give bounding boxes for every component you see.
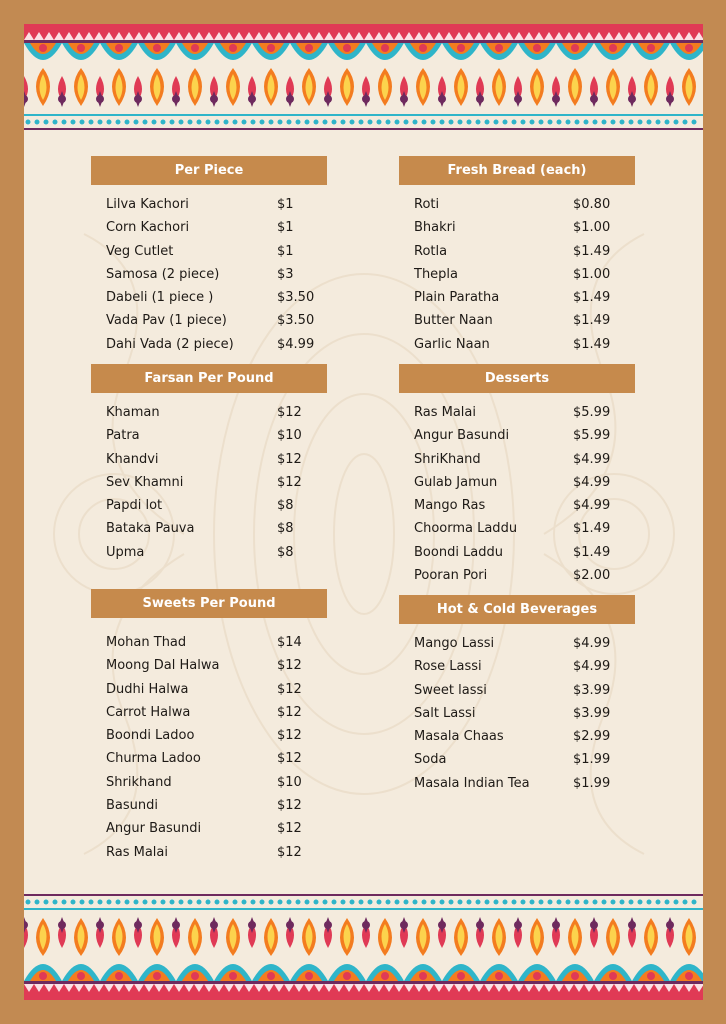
menu-item-price: $1: [277, 243, 294, 259]
menu-item: [91, 448, 327, 471]
menu-item: [91, 286, 327, 309]
menu-item: [91, 216, 327, 239]
menu-item: [399, 448, 635, 471]
menu-item-price: $12: [277, 751, 302, 767]
menu-item-name: Corn Kachori: [106, 220, 190, 236]
menu-item-name: Choorma Laddu: [414, 521, 518, 537]
menu-item-price: $1.49: [573, 521, 611, 537]
top-decorative-border: [24, 24, 703, 136]
menu-item-name: Salt Lassi: [414, 705, 476, 721]
menu-item-name: Boondi Ladoo: [106, 728, 195, 744]
menu-item-price: $12: [277, 474, 302, 490]
menu-item-price: $1.99: [573, 752, 611, 768]
menu-item-name: Roti: [414, 197, 440, 212]
menu-item-name: Khaman: [106, 405, 160, 420]
menu-item: [399, 679, 635, 702]
section-header-desserts: Desserts: [399, 364, 635, 393]
menu-item: [91, 817, 327, 840]
menu-item: [91, 494, 327, 517]
menu-item-name: Masala Indian Tea: [414, 775, 530, 791]
menu-item: [91, 240, 327, 263]
menu-item-price: $10: [277, 774, 302, 790]
menu-item-name: Mango Lassi: [414, 636, 495, 651]
menu-item-name: Shrikhand: [106, 774, 172, 790]
menu-item-name: Dabeli (1 piece ): [106, 290, 214, 306]
item-list: [91, 401, 327, 564]
menu-item: [399, 541, 635, 564]
menu-item-name: Pooran Pori: [414, 568, 488, 584]
menu-item-price: $4.99: [573, 451, 611, 467]
menu-item-price: $10: [277, 428, 302, 444]
menu-item-name: Patra: [106, 428, 140, 444]
section-header-beverages: Hot & Cold Beverages: [399, 595, 635, 624]
menu-item-price: $1.49: [573, 336, 611, 352]
item-list: [399, 193, 635, 356]
menu-item-price: $1.49: [573, 313, 611, 329]
menu-item-price: $5.99: [573, 428, 611, 444]
menu-item-name: Ras Malai: [106, 844, 168, 860]
section-desserts: [399, 364, 635, 587]
menu-item-name: Masala Chaas: [414, 729, 504, 745]
menu-item: [91, 193, 327, 216]
item-list: [91, 193, 327, 356]
menu-item: [91, 471, 327, 494]
menu-item: [91, 678, 327, 701]
menu-item: [91, 654, 327, 677]
menu-item: [91, 841, 327, 864]
menu-item-name: Upma: [106, 544, 145, 560]
menu-item: [399, 655, 635, 678]
menu-item: [399, 632, 635, 655]
section-header-farsan: Farsan Per Pound: [91, 364, 327, 393]
menu-item: [399, 216, 635, 239]
menu-item-price: $3.99: [573, 682, 611, 698]
section-farsan: [91, 364, 327, 564]
menu-item-price: $2.00: [573, 568, 611, 584]
menu-item: [91, 401, 327, 424]
menu-item-price: $1.49: [573, 243, 611, 259]
menu-item: [399, 263, 635, 286]
menu-item-price: $3.99: [573, 705, 611, 721]
menu-item-price: $12: [277, 844, 302, 860]
menu-item-price: $12: [277, 405, 302, 420]
menu-item-name: Angur Basundi: [106, 821, 202, 837]
item-list: [91, 631, 327, 864]
menu-item-name: Plain Paratha: [414, 290, 500, 306]
menu-item-name: Ras Malai: [414, 405, 476, 420]
menu-item-name: Rotla: [414, 243, 448, 259]
menu-item-name: Churma Ladoo: [106, 751, 201, 767]
menu-item: [399, 748, 635, 771]
section-sweets: [91, 589, 327, 864]
menu-item: [399, 424, 635, 447]
menu-item-price: $0.80: [573, 197, 611, 212]
menu-item: [91, 517, 327, 540]
menu-item-name: Vada Pav (1 piece): [106, 313, 227, 329]
menu-item: [91, 747, 327, 770]
menu-item-price: $12: [277, 704, 302, 720]
menu-item-price: $4.99: [573, 659, 611, 675]
menu-item-price: $2.99: [573, 729, 611, 745]
menu-item-name: Sweet lassi: [414, 682, 487, 698]
menu-item-price: $3: [277, 266, 294, 282]
menu-item: [399, 240, 635, 263]
menu-item-price: $1.00: [573, 266, 611, 282]
menu-item-price: $12: [277, 728, 302, 744]
menu-item-name: Dahi Vada (2 piece): [106, 336, 234, 352]
menu-item-price: $1.49: [573, 290, 611, 306]
menu-item: [399, 494, 635, 517]
menu-item: [91, 771, 327, 794]
menu-item: [399, 309, 635, 332]
menu-item-name: Garlic Naan: [414, 336, 490, 352]
menu-item-price: $1.49: [573, 544, 611, 560]
menu-item-price: $3.50: [277, 290, 315, 306]
bottom-decorative-border: [24, 888, 703, 1000]
menu-item-name: Veg Cutlet: [106, 243, 174, 259]
item-list: [399, 401, 635, 587]
menu-item: [91, 424, 327, 447]
menu-item-price: $1.00: [573, 220, 611, 236]
menu-item-name: Khandvi: [106, 451, 159, 467]
menu-item: [91, 631, 327, 654]
menu-item: [399, 193, 635, 216]
menu-item-name: Butter Naan: [414, 313, 493, 329]
section-fresh-bread: [399, 156, 635, 356]
menu-item-price: $1.99: [573, 775, 611, 791]
menu-item-price: $5.99: [573, 405, 611, 420]
menu-item-name: Thepla: [414, 266, 459, 282]
menu-item-price: $8: [277, 498, 294, 514]
menu-item: [399, 517, 635, 540]
menu-item: [91, 701, 327, 724]
menu-item-name: Samosa (2 piece): [106, 266, 220, 282]
menu-item-name: Soda: [414, 752, 447, 768]
menu-item-price: $12: [277, 451, 302, 467]
menu-item-name: Mango Ras: [414, 498, 486, 514]
menu-item-name: Dudhi Halwa: [106, 681, 189, 697]
section-header-fresh-bread: Fresh Bread (each): [399, 156, 635, 185]
menu-item-price: $1: [277, 197, 294, 212]
menu-item: [399, 286, 635, 309]
menu-item: [91, 263, 327, 286]
menu-item-price: $12: [277, 821, 302, 837]
menu-item: [399, 772, 635, 795]
menu-item-name: Bhakri: [414, 220, 456, 236]
section-beverages: [399, 595, 635, 795]
menu-item-name: Gulab Jamun: [414, 474, 498, 490]
menu-item-price: $14: [277, 635, 302, 650]
section-header-per-piece: Per Piece: [91, 156, 327, 185]
menu-item: [91, 309, 327, 332]
menu-item-price: $12: [277, 798, 302, 814]
section-header-sweets: Sweets Per Pound: [91, 589, 327, 618]
menu-item: [91, 541, 327, 564]
menu-item-name: Moong Dal Halwa: [106, 658, 220, 674]
menu-item-price: $4.99: [573, 636, 611, 651]
menu-item-name: Rose Lassi: [414, 659, 482, 675]
menu-item: [91, 794, 327, 817]
menu-item-price: $8: [277, 544, 294, 560]
menu-item-name: Lilva Kachori: [106, 197, 189, 212]
menu-item-price: $12: [277, 658, 302, 674]
menu-item-name: Boondi Laddu: [414, 544, 504, 560]
menu-item: [399, 401, 635, 424]
menu-item-name: Papdi lot: [106, 498, 163, 514]
menu-item-price: $12: [277, 681, 302, 697]
menu-item-name: Mohan Thad: [106, 635, 187, 650]
section-per-piece: [91, 156, 327, 356]
menu-item: [399, 725, 635, 748]
menu-item: [399, 702, 635, 725]
menu-item-price: $3.50: [277, 313, 315, 329]
menu-item-name: Sev Khamni: [106, 474, 184, 490]
menu-item: [399, 564, 635, 587]
menu-page: [24, 24, 703, 1000]
menu-item-price: $8: [277, 521, 294, 537]
menu-item-price: $1: [277, 220, 294, 236]
menu-item-price: $4.99: [277, 336, 315, 352]
menu-item-name: Carrot Halwa: [106, 704, 191, 720]
menu-item: [91, 724, 327, 747]
menu-item: [399, 471, 635, 494]
menu-item-price: $4.99: [573, 498, 611, 514]
menu-item-price: $4.99: [573, 474, 611, 490]
menu-item-name: Angur Basundi: [414, 428, 510, 444]
menu-item-name: Basundi: [106, 798, 158, 814]
menu-item: [91, 333, 327, 356]
menu-item-name: Bataka Pauva: [106, 521, 195, 537]
menu-item: [399, 333, 635, 356]
item-list: [399, 632, 635, 795]
menu-item-name: ShriKhand: [414, 451, 481, 467]
